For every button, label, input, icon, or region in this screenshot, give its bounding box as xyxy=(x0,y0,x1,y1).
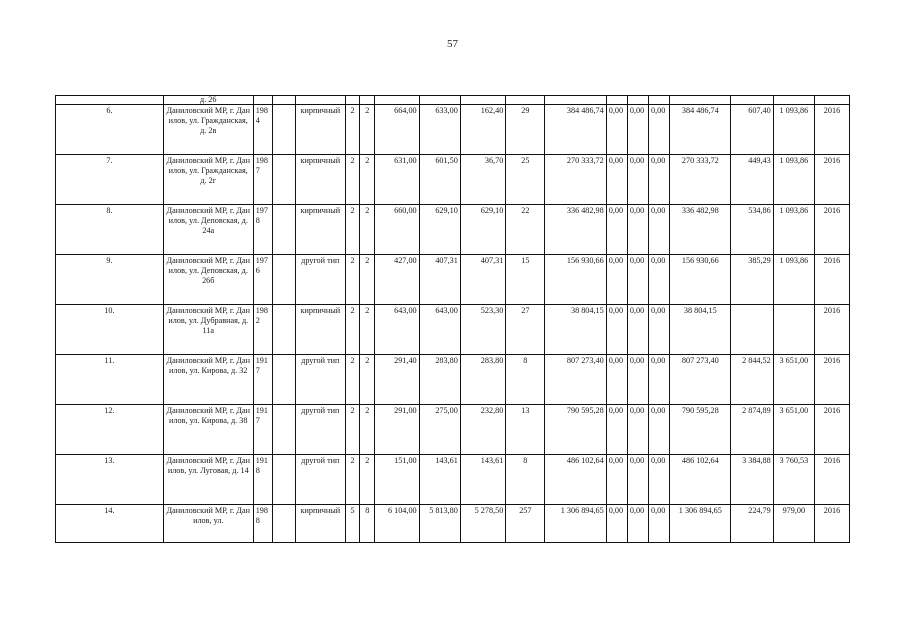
fund-cell: 0,00 xyxy=(606,205,627,255)
fund-cell: 0,00 xyxy=(606,455,627,505)
floors-cell: 2 xyxy=(345,105,360,155)
completion-year-cell: 2016 xyxy=(814,305,849,355)
year-built-cell: 1978 xyxy=(253,205,272,255)
max-cost-cell: 979,00 xyxy=(773,505,814,543)
local-budget-cell: 0,00 xyxy=(649,305,670,355)
empty-cell xyxy=(272,305,295,355)
fund-cell: 0,00 xyxy=(606,255,627,305)
living-area-cell: 275,00 xyxy=(419,405,460,455)
table-row xyxy=(56,355,850,405)
empty-cell xyxy=(272,105,295,155)
regional-budget-cell: 0,00 xyxy=(627,455,648,505)
residents-cell: 13 xyxy=(506,405,545,455)
residents-cell: 15 xyxy=(506,255,545,305)
living-area-cell: 5 813,80 xyxy=(419,505,460,543)
max-cost-cell: 3 651,00 xyxy=(773,355,814,405)
living-area-cell: 143,61 xyxy=(419,455,460,505)
entrances-cell: 2 xyxy=(360,205,375,255)
wall-material-cell: кирпичный xyxy=(295,105,345,155)
fund-cell: 0,00 xyxy=(606,105,627,155)
year-built-cell: 1917 xyxy=(253,355,272,405)
year-built-cell: 1982 xyxy=(253,305,272,355)
address-cell: Даниловский МР, г. Данилов, ул. Гражданская, д. 2г xyxy=(163,155,253,205)
owner-funds-cell: 38 804,15 xyxy=(670,305,731,355)
owned-area-cell: 629,10 xyxy=(460,205,505,255)
empty-cell xyxy=(272,255,295,305)
entrances-cell: 2 xyxy=(360,105,375,155)
table-row xyxy=(56,505,850,543)
fund-cell: 0,00 xyxy=(606,305,627,355)
empty-cell xyxy=(272,155,295,205)
empty-cell xyxy=(272,405,295,455)
row-number-cell: 14. xyxy=(56,505,164,543)
wall-material-cell: другой тип xyxy=(295,405,345,455)
regional-budget-cell: 0,00 xyxy=(627,205,648,255)
address-cell: д. 26 xyxy=(163,96,253,105)
address-cell: Даниловский МР, г. Данилов, ул. Деповская, д. 26б xyxy=(163,255,253,305)
completion-year-cell: 2016 xyxy=(814,205,849,255)
owner-funds-cell: 807 273,40 xyxy=(670,355,731,405)
residents-cell: 8 xyxy=(506,355,545,405)
fund-cell: 0,00 xyxy=(606,355,627,405)
floors-cell: 2 xyxy=(345,255,360,305)
total-area-cell: 631,00 xyxy=(375,155,419,205)
regional-budget-cell: 0,00 xyxy=(627,155,648,205)
total-cost-cell: 270 333,72 xyxy=(545,155,606,205)
cost-per-m2-cell: 224,79 xyxy=(731,505,773,543)
total-area-cell: 291,00 xyxy=(375,405,419,455)
entrances-cell: 2 xyxy=(360,255,375,305)
cost-per-m2-cell: 3 384,88 xyxy=(731,455,773,505)
year-built-cell: 1918 xyxy=(253,455,272,505)
owned-area-cell: 143,61 xyxy=(460,455,505,505)
living-area-cell: 407,31 xyxy=(419,255,460,305)
row-number-cell: 12. xyxy=(56,405,164,455)
local-budget-cell: 0,00 xyxy=(649,155,670,205)
cost-per-m2-cell: 449,43 xyxy=(731,155,773,205)
total-area-cell: 643,00 xyxy=(375,305,419,355)
table-row xyxy=(56,455,850,505)
row-number-cell: 9. xyxy=(56,255,164,305)
floors-cell: 2 xyxy=(345,205,360,255)
local-budget-cell: 0,00 xyxy=(649,255,670,305)
regional-budget-cell: 0,00 xyxy=(627,255,648,305)
max-cost-cell: 3 760,53 xyxy=(773,455,814,505)
year-built-cell: 1988 xyxy=(253,505,272,543)
address-cell: Даниловский МР, г. Данилов, ул. xyxy=(163,505,253,543)
owned-area-cell: 36,70 xyxy=(460,155,505,205)
residents-cell: 29 xyxy=(506,105,545,155)
fund-cell: 0,00 xyxy=(606,155,627,205)
address-cell: Даниловский МР, г. Данилов, ул. Кирова, д. 32 xyxy=(163,355,253,405)
address-cell: Даниловский МР, г. Данилов, ул. Кирова, д. 38 xyxy=(163,405,253,455)
wall-material-cell: кирпичный xyxy=(295,155,345,205)
year-built-cell: 1987 xyxy=(253,155,272,205)
owned-area-cell: 407,31 xyxy=(460,255,505,305)
regional-budget-cell: 0,00 xyxy=(627,105,648,155)
owner-funds-cell: 384 486,74 xyxy=(670,105,731,155)
wall-material-cell: кирпичный xyxy=(295,505,345,543)
row-number-cell: 6. xyxy=(56,105,164,155)
owned-area-cell: 232,80 xyxy=(460,405,505,455)
regional-budget-cell: 0,00 xyxy=(627,305,648,355)
local-budget-cell: 0,00 xyxy=(649,455,670,505)
empty-cell xyxy=(272,205,295,255)
living-area-cell: 601,50 xyxy=(419,155,460,205)
page-number: 57 xyxy=(447,38,458,50)
wall-material-cell: другой тип xyxy=(295,355,345,405)
total-cost-cell: 156 930,66 xyxy=(545,255,606,305)
floors-cell: 2 xyxy=(345,405,360,455)
year-built-cell: 1917 xyxy=(253,405,272,455)
owner-funds-cell: 270 333,72 xyxy=(670,155,731,205)
owner-funds-cell: 1 306 894,65 xyxy=(670,505,731,543)
total-area-cell: 6 104,00 xyxy=(375,505,419,543)
completion-year-cell: 2016 xyxy=(814,155,849,205)
wall-material-cell: другой тип xyxy=(295,255,345,305)
entrances-cell: 2 xyxy=(360,305,375,355)
cost-per-m2-cell: 607,40 xyxy=(731,105,773,155)
regional-budget-cell: 0,00 xyxy=(627,355,648,405)
completion-year-cell: 2016 xyxy=(814,405,849,455)
cost-per-m2-cell: 534,86 xyxy=(731,205,773,255)
fund-cell: 0,00 xyxy=(606,505,627,543)
row-number-cell: 11. xyxy=(56,355,164,405)
row-number-cell: 7. xyxy=(56,155,164,205)
living-area-cell: 633,00 xyxy=(419,105,460,155)
residents-cell: 22 xyxy=(506,205,545,255)
wall-material-cell: кирпичный xyxy=(295,205,345,255)
table-row xyxy=(56,205,850,255)
entrances-cell: 2 xyxy=(360,405,375,455)
owner-funds-cell: 486 102,64 xyxy=(670,455,731,505)
floors-cell: 5 xyxy=(345,505,360,543)
year-built-cell: 1976 xyxy=(253,255,272,305)
address-cell: Даниловский МР, г. Данилов, ул. Луговая, д. 14 xyxy=(163,455,253,505)
total-area-cell: 664,00 xyxy=(375,105,419,155)
table-row xyxy=(56,255,850,305)
owned-area-cell: 283,80 xyxy=(460,355,505,405)
cost-per-m2-cell: 2 844,52 xyxy=(731,355,773,405)
completion-year-cell: 2016 xyxy=(814,255,849,305)
wall-material-cell: другой тип xyxy=(295,455,345,505)
completion-year-cell: 2016 xyxy=(814,105,849,155)
residents-cell: 8 xyxy=(506,455,545,505)
cost-per-m2-cell xyxy=(731,305,773,355)
total-cost-cell: 790 595,28 xyxy=(545,405,606,455)
cost-per-m2-cell: 2 874,89 xyxy=(731,405,773,455)
entrances-cell: 8 xyxy=(360,505,375,543)
table-row-continuation xyxy=(56,96,850,105)
total-cost-cell: 486 102,64 xyxy=(545,455,606,505)
floors-cell: 2 xyxy=(345,305,360,355)
wall-material-cell: кирпичный xyxy=(295,305,345,355)
total-area-cell: 660,00 xyxy=(375,205,419,255)
local-budget-cell: 0,00 xyxy=(649,355,670,405)
owner-funds-cell: 790 595,28 xyxy=(670,405,731,455)
floors-cell: 2 xyxy=(345,355,360,405)
row-number-cell: 8. xyxy=(56,205,164,255)
regional-budget-cell: 0,00 xyxy=(627,505,648,543)
row-number-cell: 13. xyxy=(56,455,164,505)
table-row xyxy=(56,405,850,455)
living-area-cell: 643,00 xyxy=(419,305,460,355)
total-cost-cell: 336 482,98 xyxy=(545,205,606,255)
address-cell: Даниловский МР, г. Данилов, ул. Гражданская, д. 2в xyxy=(163,105,253,155)
total-area-cell: 291,40 xyxy=(375,355,419,405)
local-budget-cell: 0,00 xyxy=(649,505,670,543)
address-cell: Даниловский МР, г. Данилов, ул. Дубравная, д. 11а xyxy=(163,305,253,355)
housing-repair-table xyxy=(55,95,850,543)
total-cost-cell: 1 306 894,65 xyxy=(545,505,606,543)
completion-year-cell: 2016 xyxy=(814,355,849,405)
entrances-cell: 2 xyxy=(360,155,375,205)
residents-cell: 27 xyxy=(506,305,545,355)
max-cost-cell: 1 093,86 xyxy=(773,155,814,205)
table-row xyxy=(56,105,850,155)
max-cost-cell: 3 651,00 xyxy=(773,405,814,455)
max-cost-cell: 1 093,86 xyxy=(773,255,814,305)
living-area-cell: 283,80 xyxy=(419,355,460,405)
empty-cell xyxy=(272,455,295,505)
entrances-cell: 2 xyxy=(360,355,375,405)
address-cell: Даниловский МР, г. Данилов, ул. Деповская, д. 24а xyxy=(163,205,253,255)
total-cost-cell: 807 273,40 xyxy=(545,355,606,405)
table-row xyxy=(56,305,850,355)
table-row xyxy=(56,155,850,205)
fund-cell: 0,00 xyxy=(606,405,627,455)
max-cost-cell xyxy=(773,305,814,355)
floors-cell: 2 xyxy=(345,155,360,205)
empty-cell xyxy=(272,505,295,543)
year-built-cell: 1984 xyxy=(253,105,272,155)
entrances-cell: 2 xyxy=(360,455,375,505)
total-cost-cell: 38 804,15 xyxy=(545,305,606,355)
residents-cell: 257 xyxy=(506,505,545,543)
local-budget-cell: 0,00 xyxy=(649,105,670,155)
owner-funds-cell: 156 930,66 xyxy=(670,255,731,305)
cost-per-m2-cell: 385,29 xyxy=(731,255,773,305)
max-cost-cell: 1 093,86 xyxy=(773,205,814,255)
empty-cell xyxy=(272,355,295,405)
local-budget-cell: 0,00 xyxy=(649,405,670,455)
owned-area-cell: 162,40 xyxy=(460,105,505,155)
total-area-cell: 427,00 xyxy=(375,255,419,305)
living-area-cell: 629,10 xyxy=(419,205,460,255)
max-cost-cell: 1 093,86 xyxy=(773,105,814,155)
owned-area-cell: 5 278,50 xyxy=(460,505,505,543)
completion-year-cell: 2016 xyxy=(814,505,849,543)
total-area-cell: 151,00 xyxy=(375,455,419,505)
total-cost-cell: 384 486,74 xyxy=(545,105,606,155)
owned-area-cell: 523,30 xyxy=(460,305,505,355)
local-budget-cell: 0,00 xyxy=(649,205,670,255)
floors-cell: 2 xyxy=(345,455,360,505)
row-number-cell: 10. xyxy=(56,305,164,355)
regional-budget-cell: 0,00 xyxy=(627,405,648,455)
owner-funds-cell: 336 482,98 xyxy=(670,205,731,255)
completion-year-cell: 2016 xyxy=(814,455,849,505)
residents-cell: 25 xyxy=(506,155,545,205)
